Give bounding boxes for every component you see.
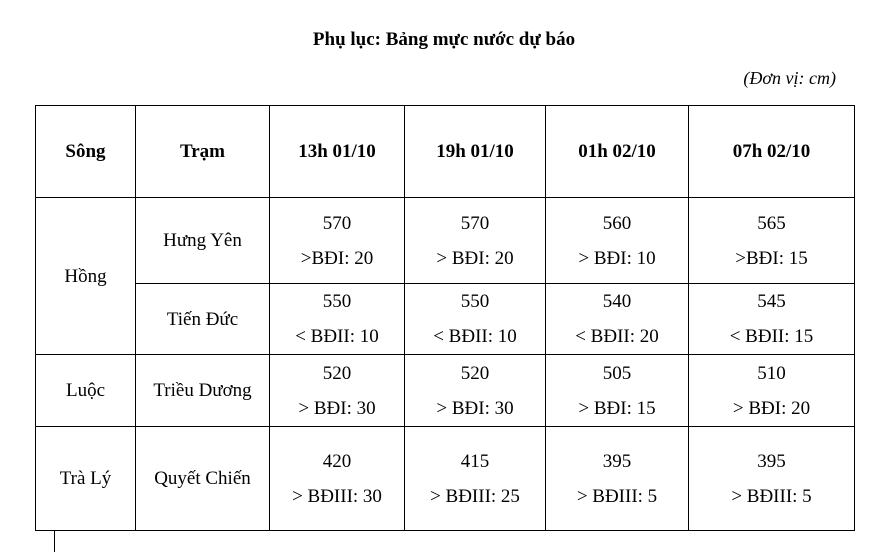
reading-cell: [546, 198, 689, 284]
reading-cell: [546, 284, 689, 355]
alert-note: > BĐIII: 25: [430, 485, 520, 507]
alert-note: > BĐI: 10: [578, 247, 656, 269]
document-title: Phụ lục: Bảng mực nước dự báo: [312, 29, 576, 50]
alert-note: < BĐII: 10: [295, 326, 379, 347]
reading-cell: [270, 427, 405, 531]
reading-cell: [689, 284, 855, 355]
reading-cell: [270, 284, 405, 355]
alert-note: > BĐI: 20: [732, 397, 811, 419]
alert-note: > BĐI: 30: [436, 397, 514, 419]
station-cell: Triều Dương: [136, 355, 270, 427]
water-level: 570: [460, 212, 490, 234]
table-row: [36, 284, 855, 355]
header-tram: Trạm: [136, 106, 270, 198]
water-level: 510: [757, 362, 786, 384]
river-cell: Hồng: [36, 198, 136, 355]
reading-cell: [546, 355, 689, 427]
alert-note: > BĐIII: 5: [731, 485, 812, 507]
header-time-4: 07h 02/10: [689, 106, 855, 198]
reading-cell: [689, 427, 855, 531]
table-row: [36, 355, 855, 427]
river-cell: Luộc: [36, 355, 136, 427]
header-row: [36, 106, 855, 198]
alert-note: > BĐI: 15: [578, 397, 656, 419]
header-song: Sông: [36, 106, 136, 198]
water-level: 420: [322, 450, 352, 472]
station-cell: Hưng Yên: [136, 198, 270, 284]
station-cell: Tiến Đức: [136, 284, 270, 355]
header-time-1: 13h 01/10: [270, 106, 405, 198]
water-level: 550: [460, 291, 490, 312]
water-level: 520: [322, 362, 352, 384]
reading-cell: [689, 198, 855, 284]
reading-cell: [405, 198, 546, 284]
reading-cell: [546, 427, 689, 531]
alert-note: > BĐIII: 5: [576, 485, 658, 507]
alert-note: >BĐI: 15: [735, 247, 808, 269]
water-level: 520: [460, 362, 490, 384]
reading-cell: [405, 355, 546, 427]
header-time-3: 01h 02/10: [546, 106, 689, 198]
alert-note: > BĐI: 30: [298, 397, 376, 419]
alert-note: < BĐII: 20: [575, 326, 659, 347]
water-level: 505: [602, 362, 632, 384]
text-cursor: [54, 531, 55, 552]
alert-note: > BĐIII: 30: [292, 485, 382, 507]
table-row: [36, 198, 855, 284]
unit-note: (Đơn vị: cm): [743, 68, 836, 88]
water-level: 560: [602, 212, 632, 234]
water-level: 395: [602, 450, 632, 472]
water-level: 540: [602, 291, 632, 312]
forecast-table: [35, 105, 855, 531]
alert-note: > BĐI: 20: [436, 247, 514, 269]
river-cell: Trà Lý: [36, 427, 136, 531]
reading-cell: [689, 355, 855, 427]
reading-cell: [405, 427, 546, 531]
alert-note: < BĐII: 10: [433, 326, 517, 347]
alert-note: < BĐII: 15: [729, 326, 814, 347]
water-level: 545: [757, 291, 786, 312]
reading-cell: [270, 355, 405, 427]
header-time-2: 19h 01/10: [405, 106, 546, 198]
reading-cell: [270, 198, 405, 284]
water-level: 395: [757, 450, 786, 472]
water-level: 565: [757, 212, 786, 234]
water-level: 550: [322, 291, 352, 312]
table-row: [36, 427, 855, 531]
water-level: 415: [460, 450, 490, 472]
alert-note: >BĐI: 20: [300, 247, 374, 269]
station-cell: Quyết Chiến: [136, 427, 270, 531]
water-level: 570: [322, 212, 352, 234]
reading-cell: [405, 284, 546, 355]
